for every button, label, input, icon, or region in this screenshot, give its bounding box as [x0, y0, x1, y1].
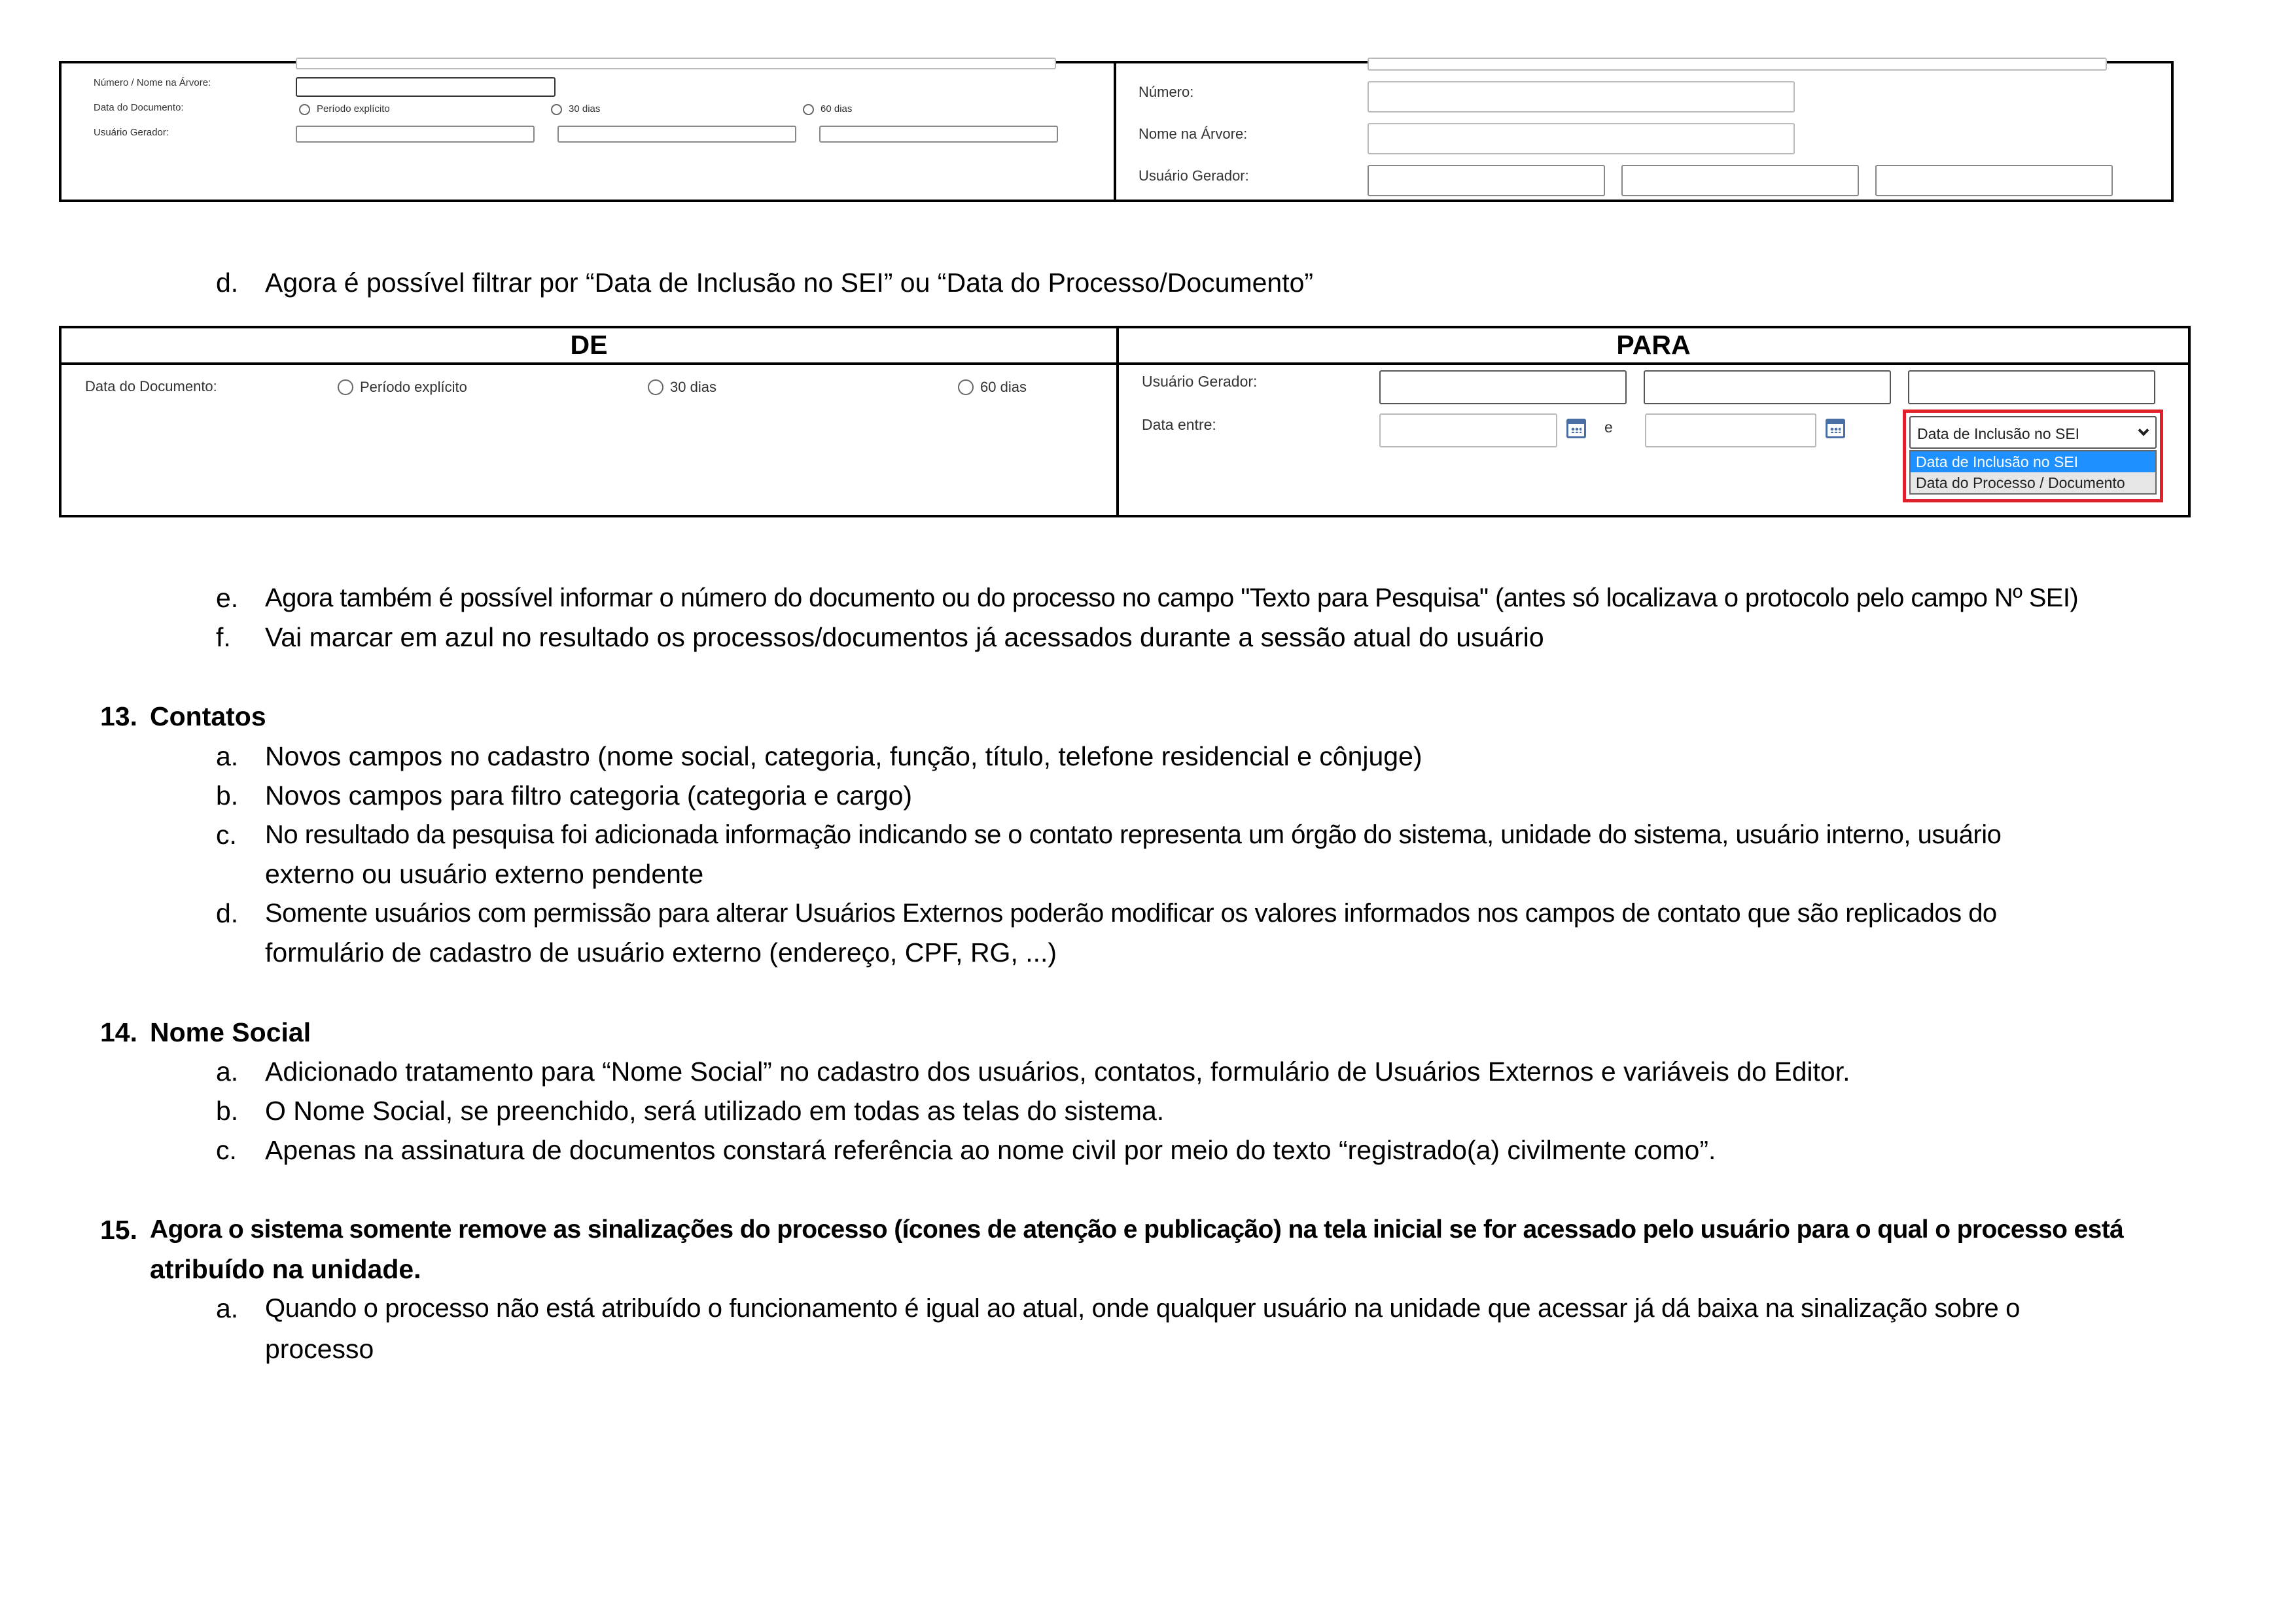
numero-label: Número: [1139, 84, 1194, 100]
s15-item-a-marker: a. [216, 1293, 239, 1323]
item-f-text: Vai marcar em azul no resultado os processos/documentos já acessados durante a sessão atual do usuário [265, 622, 1544, 652]
de-header: DE [570, 330, 608, 360]
s13-item-c-marker: c. [216, 820, 237, 850]
s13-item-d-marker: d. [216, 898, 239, 928]
s14-item-b-marker: b. [216, 1096, 239, 1126]
s13-item-d-text-2: formulário de cadastro de usuário externo (endereço, CPF, RG, ...) [265, 937, 1057, 968]
para-usuario-gerador-field-1[interactable] [1379, 370, 1627, 404]
s13-item-b-marker: b. [216, 780, 239, 811]
de-radio-60-label: 60 dias [980, 379, 1027, 395]
usuario-gerador-right-field-2[interactable] [1621, 165, 1859, 196]
s13-item-a-marker: a. [216, 741, 239, 771]
data-entre-e-label: e [1604, 419, 1613, 436]
option-data-processo[interactable]: Data do Processo / Documento [1911, 472, 2155, 493]
section-13-number: 13. [100, 701, 137, 731]
de-radio-periodo-label: Período explícito [360, 379, 467, 395]
item-d-text: Agora é possível filtrar por “Data de Inclusão no SEI” ou “Data do Processo/Documento” [265, 268, 1314, 298]
s15-item-a-text-2: processo [265, 1334, 374, 1364]
para-usuario-gerador-field-3[interactable] [1908, 370, 2155, 404]
s13-item-c-text-1: No resultado da pesquisa foi adicionada informação indicando se o contato representa um órgão do sistema, unidade do sistema, usuário interno, usuário [265, 820, 2002, 849]
s14-item-c-text: Apenas na assinatura de documentos constará referência ao nome civil por meio do texto “registrado(a) civilmente como”. [265, 1135, 1716, 1165]
s14-item-b-text: O Nome Social, se preenchido, será utilizado em todas as telas do sistema. [265, 1096, 1165, 1126]
item-f-marker: f. [216, 622, 231, 652]
s15-item-a-text-1: Quando o processo não está atribuído o funcionamento é igual ao atual, onde qualquer usuário na unidade que acessar já dá baixa na sinalização sobre o [265, 1294, 2020, 1323]
s14-item-a-text: Adicionado tratamento para “Nome Social” no cadastro dos usuários, contatos, formulário de Usuários Externos e variáveis do Editor. [265, 1056, 1850, 1087]
nome-arvore-field[interactable] [1368, 123, 1795, 154]
para-usuario-gerador-label: Usuário Gerador: [1142, 373, 1258, 390]
s13-item-d-text-1: Somente usuários com permissão para alterar Usuários Externos poderão modificar os valores informados nos campos de contato que são replicados do [265, 899, 1997, 928]
radio-30-dias[interactable] [551, 104, 562, 115]
usuario-gerador-field-2[interactable] [557, 126, 796, 143]
de-radio-30-dias[interactable] [648, 379, 663, 395]
item-d-marker: d. [216, 268, 239, 298]
de-radio-periodo-explicito[interactable] [338, 379, 353, 395]
section-14-title: Nome Social [150, 1017, 311, 1047]
item-e-text: Agora também é possível informar o número do documento ou do processo no campo "Texto para Pesquisa" (antes só localizava o protocolo pelo campo Nº SEI) [265, 584, 2079, 612]
radio-30-label: 30 dias [569, 103, 601, 114]
numero-nome-label: Número / Nome na Árvore: [94, 77, 211, 88]
usuario-gerador-right-field-3[interactable] [1875, 165, 2113, 196]
item-e-marker: e. [216, 583, 239, 613]
usuario-gerador-right-label: Usuário Gerador: [1139, 167, 1249, 184]
para-data-entre-label: Data entre: [1142, 416, 1216, 433]
date-type-select[interactable] [1909, 416, 2157, 449]
chevron-down-icon [2138, 425, 2149, 436]
radio-60-dias[interactable] [803, 104, 814, 115]
section-15-title-1: Agora o sistema somente remove as sinalizações do processo (ícones de atenção e publicação) na tela inicial se for acessado pelo usuário para o qual o processo está [150, 1215, 2124, 1244]
nome-arvore-label: Nome na Árvore: [1139, 126, 1248, 142]
data-documento-label: Data do Documento: [94, 102, 184, 113]
date-type-select-value: Data de Inclusão no SEI [1917, 425, 2080, 442]
section-15-title-2: atribuído na unidade. [150, 1254, 421, 1284]
usuario-gerador-right-field-1[interactable] [1368, 165, 1605, 196]
numero-field[interactable] [1368, 81, 1795, 113]
s13-item-c-text-2: externo ou usuário externo pendente [265, 859, 704, 889]
radio-60-label: 60 dias [821, 103, 853, 114]
section-13-title: Contatos [150, 701, 266, 731]
option-data-inclusao[interactable]: Data de Inclusão no SEI [1911, 451, 2155, 472]
s13-item-b-text: Novos campos para filtro categoria (categoria e cargo) [265, 780, 913, 811]
data-fim-field[interactable] [1645, 413, 1816, 447]
de-para-header-line [59, 362, 2191, 365]
de-radio-60-dias[interactable] [958, 379, 974, 395]
radio-periodo-explicito[interactable] [299, 104, 310, 115]
usuario-gerador-field-3[interactable] [819, 126, 1058, 143]
section-14-number: 14. [100, 1017, 137, 1047]
data-inicio-field[interactable] [1379, 413, 1557, 447]
right-top-cut-field[interactable] [1368, 58, 2107, 71]
de-data-documento-label: Data do Documento: [85, 378, 217, 394]
s13-item-a-text: Novos campos no cadastro (nome social, categoria, função, título, telefone residencial e cônjuge) [265, 741, 1422, 771]
usuario-gerador-label: Usuário Gerador: [94, 127, 169, 138]
para-usuario-gerador-field-2[interactable] [1644, 370, 1891, 404]
s14-item-a-marker: a. [216, 1056, 239, 1087]
radio-periodo-label: Período explícito [317, 103, 390, 114]
calendar-icon[interactable] [1566, 419, 1586, 438]
numero-nome-field[interactable] [296, 77, 556, 97]
tipo-documento-field[interactable] [296, 58, 1056, 69]
de-radio-30-label: 30 dias [670, 379, 716, 395]
date-type-options-list [1909, 450, 2157, 495]
calendar-icon[interactable] [1826, 419, 1845, 438]
section-15-number: 15. [100, 1215, 137, 1245]
top-table-divider [1114, 62, 1116, 202]
para-header: PARA [1616, 330, 1691, 360]
s14-item-c-marker: c. [216, 1135, 237, 1165]
usuario-gerador-field-1[interactable] [296, 126, 535, 143]
